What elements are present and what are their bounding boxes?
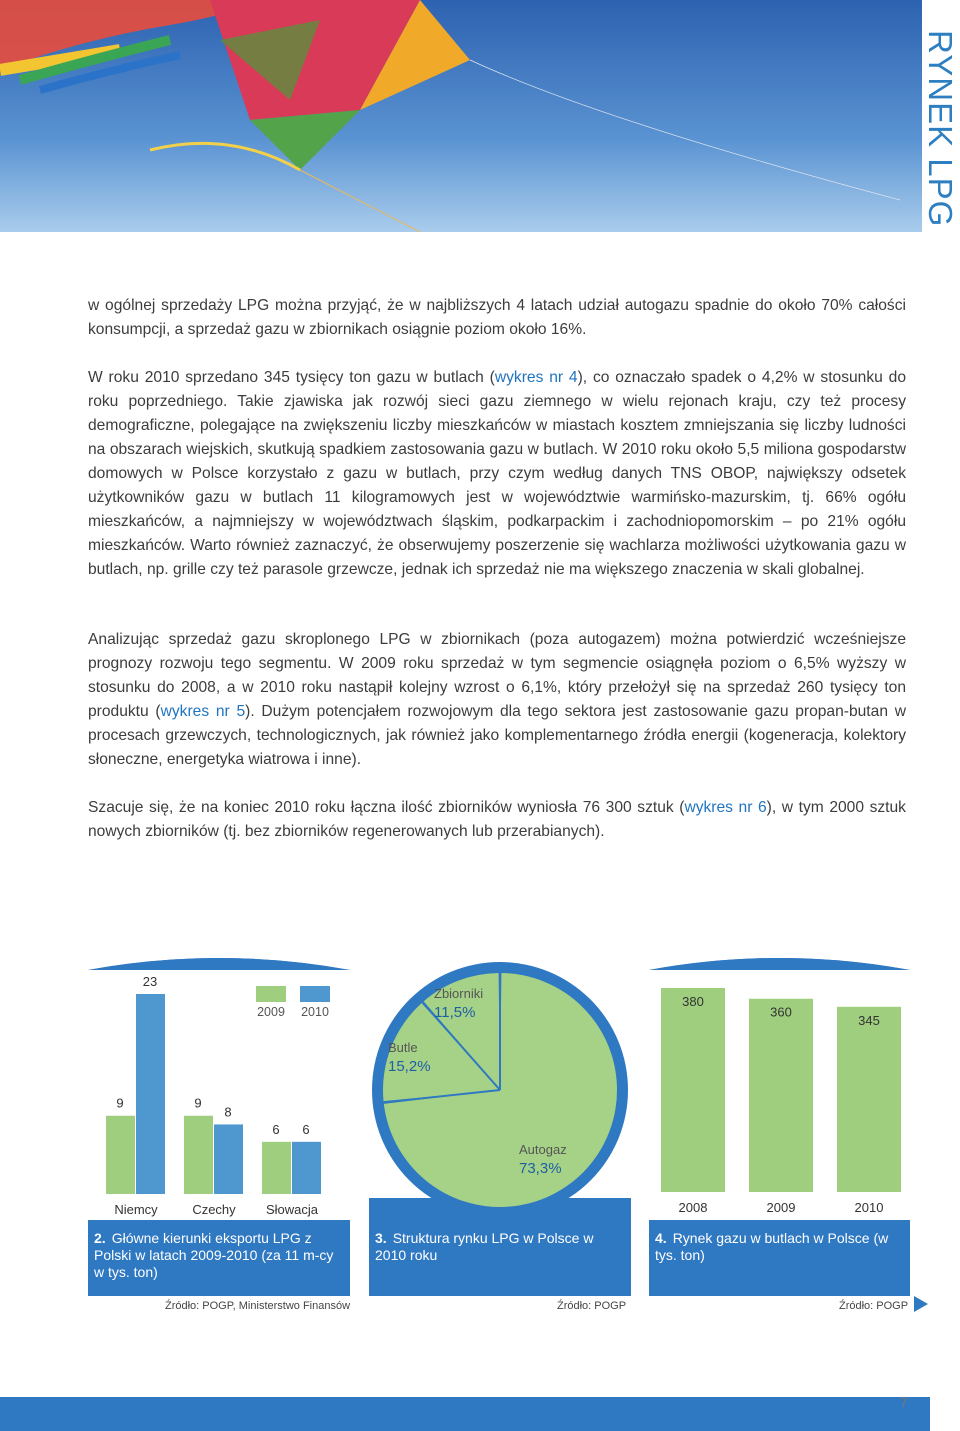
footer-bar (0, 1397, 930, 1431)
data-label: 345 (858, 1012, 880, 1028)
chart-panel-bottled-gas (649, 958, 910, 1296)
data-label: 360 (770, 1004, 792, 1020)
paragraph-3-text-a: Analizując sprzedaż gazu skroplonego LPG w zbiornikach (poza autogazem) można potwierdzić wcześniejsze prognozy rozwoju tego segmentu. W 2009 roku sprzedaż w tym segmencie osiągnęła poziom o 6,5% wyższy w stosunku do 2008, a w 2010 roku nastąpił kolejny wzrost o 6,1%, który przełożył się na sprzedaż 260 tysięcy ton produktu ( (88, 631, 906, 720)
data-label: 380 (682, 994, 704, 1009)
chart-source: Źródło: POGP (557, 1300, 627, 1312)
chart-panel-structure (369, 958, 631, 1296)
chart-caption-text: Struktura rynku LPG w Polsce w 2010 roku (375, 1230, 594, 1263)
header-photo-kite (0, 0, 922, 232)
paragraph-2-text-b: ), co oznaczało spadek o 4,2% w stosunku do roku poprzedniego. Takie zjawiska jak rozwój sieci gazu ziemnego w wielu rejonach kraju, czy też procesy demograficzne, polegające na zwiększeniu liczby mieszkańców w miastach kosztem zmniejszania się liczby ludności na obszarach wiejskich, skutkują spadkiem zastosowania gazu w butlach. W 2010 roku około 5,5 miliona gospodarstw domowych w Polsce korzystało z gazu w butlach, przy czym według danych TNS OBOP, największy odsetek użytkowników gazu w butlach 11 kilogramowych jest w województwie warmińsko-mazurskim, tj. 66% ogółu mieszkańców, a najmniejszy w województwach śląskim, podkarpackim i zachodniopomorskim – po 21% ogółu mieszkańców. Warto również zaznaczyć, że obserwujemy poszerzenie się wachlarza możliwości użytkowania gazu w butlach, np. grille czy też parasole grzewcze, jednak ich sprzedaż nie ma większego znaczenia w skali globalnej. (88, 369, 906, 578)
paragraph-4-text-a: Szacuje się, że na koniec 2010 roku łączna ilość zbiorników wyniosła 76 300 sztuk ( (88, 799, 685, 816)
bar (136, 994, 165, 1194)
bar (106, 1116, 135, 1194)
chart-caption (655, 1230, 895, 1264)
legend-swatch (300, 986, 330, 1002)
bar (262, 1142, 291, 1194)
data-label: 6 (302, 1121, 310, 1137)
paragraph-4-text-b: ), w tym 2000 sztuk nowych zbiorników (tj. bez zbiorników regenerowanych lub przerabianych). (88, 799, 906, 840)
chart-caption-text: Rynek gazu w butlach w Polsce (w tys. ton) (655, 1230, 889, 1263)
bar (184, 1116, 213, 1194)
tick-label: 2008 (678, 1200, 708, 1215)
tick-label: Niemcy (114, 1202, 158, 1217)
bar (837, 1007, 901, 1192)
bar (749, 999, 813, 1192)
tick-label: Czechy (192, 1202, 236, 1217)
paragraph-2 (88, 366, 906, 582)
chart-caption-number: 4. (655, 1230, 667, 1246)
data-label: 8 (224, 1104, 232, 1120)
slice-label: Zbiorniki (434, 986, 484, 1001)
paragraph-3 (88, 628, 906, 772)
data-label: 6 (272, 1121, 280, 1137)
chart-panel-export (88, 958, 350, 1296)
tick-label: Słowacja (265, 1202, 319, 1217)
legend-swatch (256, 986, 286, 1002)
kite-illustration (0, 0, 922, 232)
tick-label: 2009 (766, 1200, 796, 1215)
data-label: 9 (194, 1095, 202, 1111)
chart-reference-link[interactable]: wykres nr 6 (684, 799, 767, 816)
chart-source: Źródło: POGP (839, 1300, 909, 1312)
paragraph-2-text-a: W roku 2010 sprzedano 345 tysięcy ton gazu w butlach ( (88, 369, 495, 386)
legend-label: 2009 (257, 1005, 285, 1019)
bar (292, 1142, 321, 1194)
page-number: 7 (900, 1394, 908, 1410)
slice-value-label: 73,3% (519, 1160, 562, 1177)
bar (214, 1124, 243, 1194)
bar (661, 988, 725, 1192)
paragraph-1-text: w ogólnej sprzedaży LPG można przyjąć, że w najbliższych 4 latach udział autogazu spadnie do około 70% całości konsumpcji, a sprzedaż gazu w zbiornikach osiągnie poziom około 16%. (88, 297, 906, 338)
paragraph-4 (88, 796, 906, 844)
data-label: 23 (142, 974, 158, 989)
chart-caption (94, 1230, 334, 1281)
paragraph-3-text-b: ). Dużym potencjałem rozwojowym dla tego sektora jest zastosowanie gazu propan-butan w procesach grzewczych, technologicznych, jak również jako komplementarnego źródła energii (kogeneracja, kolektory słoneczne, energetyka wiatrowa i inne). (88, 703, 906, 768)
chart-caption (375, 1230, 615, 1264)
chart-reference-link[interactable]: wykres nr 4 (494, 369, 578, 386)
chart-caption-text: Główne kierunki eksportu LPG z Polski w latach 2009-2010 (za 11 m-cy w tys. ton) (94, 1230, 334, 1280)
chart-reference-link[interactable]: wykres nr 5 (160, 703, 246, 720)
chart-source: Źródło: POGP, Ministerstwo Finansów (165, 1300, 351, 1312)
section-title-vertical (915, 30, 960, 270)
slice-value-label: 15,2% (388, 1058, 431, 1075)
paragraph-1 (88, 294, 906, 342)
legend-label: 2010 (301, 1005, 329, 1019)
next-page-arrow-icon[interactable] (914, 1296, 928, 1312)
slice-label: Butle (388, 1040, 418, 1055)
chart-caption-number: 3. (375, 1230, 387, 1246)
tick-label: 2010 (854, 1200, 884, 1215)
section-title-text: RYNEK LPG (922, 30, 959, 228)
slice-value-label: 11,5% (434, 1004, 476, 1021)
data-label: 9 (116, 1095, 124, 1111)
slice-label: Autogaz (519, 1142, 567, 1157)
chart-caption-number: 2. (94, 1230, 106, 1246)
